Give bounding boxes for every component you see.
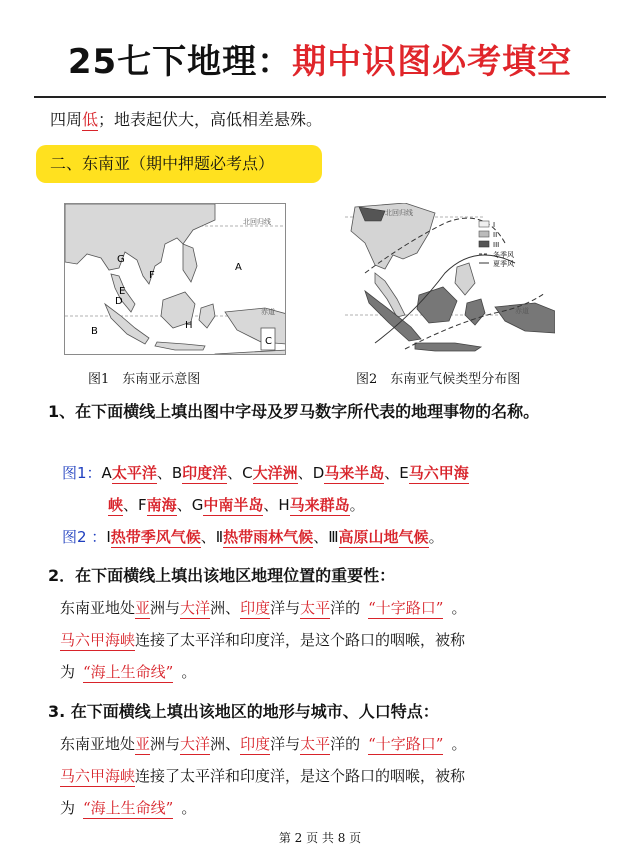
map2-legend-i: I (493, 221, 496, 229)
map-southeast-asia (64, 203, 286, 355)
map1-label-g: G (117, 254, 125, 265)
q2-line3 (60, 656, 196, 689)
q2-blank-strait: 马六甲海峡 (60, 631, 136, 649)
q3-blank-lifeline: “海上生命线” (83, 799, 174, 817)
map1-tropic-label: 北回归线 (243, 218, 271, 226)
map1-equator-label: 赤道 (261, 308, 275, 316)
map2-legend-winter: 冬季风 (493, 251, 514, 259)
map1-label-f: F (149, 270, 155, 281)
q3-text: 洋的 (330, 735, 361, 753)
map2-equator-label: 赤道 (515, 307, 529, 315)
answer-f: 南海 (146, 496, 177, 514)
letter-ii: Ⅱ (215, 528, 224, 546)
q3-text: 。 (451, 735, 467, 753)
q3-text: 。 (181, 799, 197, 817)
answer-c: 大洋洲 (252, 464, 298, 482)
map1-label-e: E (119, 286, 126, 297)
question-2: 2．在下面横线上填出该地区地理位置的重要性： (48, 566, 396, 585)
q2-text: 东南亚地处 (60, 599, 136, 617)
q2-text: 连接了太平洋和印度洋，是这个路口的咽喉，被称 (135, 631, 466, 649)
title-black: 25七下地理： (67, 42, 293, 82)
letter-b: B (171, 464, 183, 482)
q2-text: 洲与 (150, 599, 181, 617)
letter-h: H (278, 496, 290, 514)
q2-blank-indian: 印度 (240, 599, 271, 617)
q3-blank-crossroads: “十字路口” (368, 735, 444, 753)
q3-line3 (60, 792, 196, 825)
q2-blank-lifeline: “海上生命线” (83, 663, 174, 681)
page-title (0, 34, 640, 83)
letter-iii: Ⅲ (328, 528, 339, 546)
q1-fig2-label: 图2 ： (62, 528, 107, 546)
q2-blank-asia: 亚 (135, 599, 151, 617)
letter-e: E (399, 464, 409, 482)
letter-f: F (138, 496, 147, 514)
intro-answer: 低 (82, 110, 99, 129)
map1-label-h: H (185, 320, 193, 331)
answer-g: 中南半岛 (203, 496, 264, 514)
letter-a: A (101, 464, 112, 482)
q2-text: 。 (181, 663, 197, 681)
q2-text: 。 (451, 599, 467, 617)
q1-fig2-line: 图2 ：Ⅰ热带季风气候、Ⅱ热带雨林气候、Ⅲ高原山地气候。 (62, 528, 444, 546)
q1-fig1-line2: 峡、F南海、G中南半岛、H马来群岛。 (108, 496, 365, 514)
map2-legend-ii: II (493, 231, 498, 239)
map1-label-c: C (265, 336, 272, 347)
fig2-caption: 图2 东南亚气候类型分布图 (356, 372, 521, 387)
q3-text: 洋与 (270, 735, 301, 753)
map2-tropic-label: 北回归线 (385, 209, 413, 217)
map1-svg (65, 204, 286, 355)
title-divider (34, 96, 606, 98)
fig1-caption: 图1 东南亚示意图 (88, 372, 201, 387)
q2-text: 洋的 (330, 599, 361, 617)
q2-line1 (60, 592, 467, 625)
answer-ii: 热带雨林气候 (223, 528, 314, 546)
answer-b: 印度洋 (182, 464, 228, 482)
letter-c: C (242, 464, 253, 482)
intro-text-a: 四周 (50, 110, 83, 129)
q1-fig1-label: 图1： (62, 464, 102, 482)
map2-legend-summer: 夏季风 (493, 260, 514, 268)
answer-i: 热带季风气候 (110, 528, 201, 546)
question-3: 3. 在下面横线上填出该地区的地形与城市、人口特点： (48, 702, 439, 721)
q3-blank-asia: 亚 (135, 735, 151, 753)
q3-blank-indian: 印度 (240, 735, 271, 753)
question-1: 1、在下面横线上填出图中字母及罗马数字所代表的地理事物的名称。 (48, 402, 540, 421)
q3-text: 东南亚地处 (60, 735, 136, 753)
answer-h: 马来群岛 (289, 496, 350, 514)
q2-blank-crossroads: “十字路口” (368, 599, 444, 617)
answer-e: 马六甲海 (408, 464, 469, 482)
map2-legend-iii: III (493, 241, 500, 249)
q3-text: 为 (60, 799, 76, 817)
answer-a: 太平洋 (111, 464, 157, 482)
q3-blank-oceania: 大洋 (180, 735, 211, 753)
letter-d: D (312, 464, 325, 482)
map-climate-types (345, 203, 555, 355)
page-footer: 第 2 页 共 8 页 (278, 831, 362, 845)
q3-line1 (60, 728, 467, 761)
map1-label-d: D (115, 296, 123, 307)
q2-blank-pacific: 太平 (300, 599, 331, 617)
q3-text: 连接了太平洋和印度洋，是这个路口的咽喉，被称 (135, 767, 466, 785)
map2-svg (345, 203, 555, 355)
q3-blank-pacific: 太平 (300, 735, 331, 753)
q2-text: 洋与 (270, 599, 301, 617)
q2-line2 (60, 624, 465, 657)
answer-d: 马来半岛 (324, 464, 385, 482)
letter-g: G (191, 496, 204, 514)
q3-text: 洲与 (150, 735, 181, 753)
section-heading: 二、东南亚（期中押题必考点） (36, 145, 322, 183)
q3-text: 洲、 (210, 735, 241, 753)
q3-blank-strait: 马六甲海峡 (60, 767, 136, 785)
answer-iii: 高原山地气候 (338, 528, 429, 546)
answer-e-cont: 峡 (108, 496, 124, 514)
title-red: 期中识图必考填空 (292, 42, 573, 82)
q3-line2 (60, 760, 465, 793)
q2-text: 洲、 (210, 599, 241, 617)
q2-text: 为 (60, 663, 76, 681)
map1-label-b: B (91, 326, 98, 337)
q1-fig1-line1 (62, 462, 469, 483)
q2-blank-oceania: 大洋 (180, 599, 211, 617)
q1-fig1-items-1: A太平洋、B印度洋、C大洋洲、D马来半岛、E马六甲海 (101, 464, 469, 482)
map1-label-a: A (235, 262, 242, 273)
letter-i: Ⅰ (106, 528, 111, 546)
intro-line (50, 107, 322, 130)
intro-text-c: ；地表起伏大，高低相差悬殊。 (98, 110, 323, 129)
